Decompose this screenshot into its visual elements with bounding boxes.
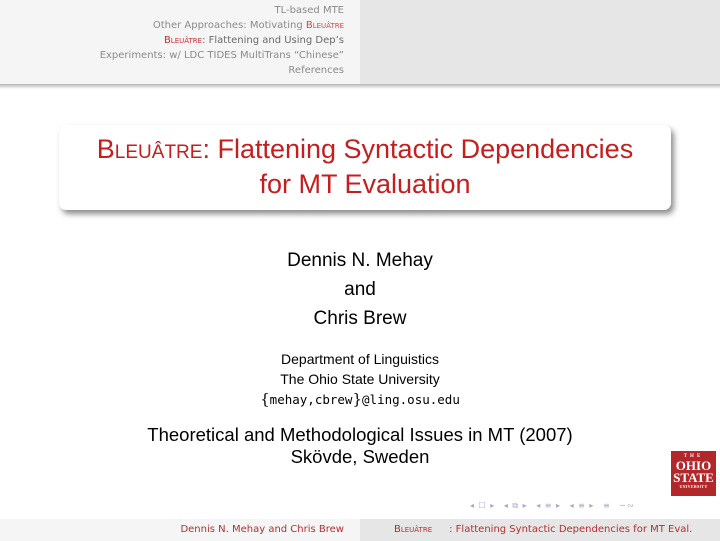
author-name: Dennis N. Mehay — [287, 250, 433, 271]
nav-item-experiments[interactable]: Experiments: w/ LDC TIDES MultiTrans “Chinese” — [99, 50, 344, 61]
logo-state: STATE — [673, 470, 714, 485]
nav-item-bleuatre-name: Bleuâtre — [305, 20, 344, 31]
department: Department of Linguistics — [281, 351, 439, 367]
university: The Ohio State University — [280, 371, 440, 387]
email-brace-close: } — [352, 390, 363, 408]
institute-block — [0, 349, 720, 410]
email-address[interactable] — [0, 389, 720, 410]
header-section-left — [0, 0, 360, 84]
footer-bar — [0, 519, 720, 541]
conference-location: Skövde, Sweden — [290, 446, 430, 467]
footer-authors-section — [0, 519, 360, 541]
venue-block — [0, 424, 720, 468]
nav-item-text: : Flattening and Using Dep’s — [202, 35, 344, 46]
footer-authors: Dennis N. Mehay and Chris Brew — [180, 524, 344, 535]
logo-the: THE — [683, 454, 704, 459]
logo-university: UNIVERSITY — [679, 484, 708, 489]
nav-document-icon[interactable]: ◂ ≡ ▸ — [569, 501, 595, 510]
footer-title-section — [360, 519, 720, 541]
nav-item-text: Other Approaches: Motivating — [152, 20, 306, 31]
nav-item-other-approaches[interactable] — [100, 18, 344, 33]
conference-name: Theoretical and Methodological Issues in MT (2007) — [147, 424, 573, 445]
title-bleuatre: Bleuâtre — [96, 134, 203, 164]
author-name: Chris Brew — [313, 308, 407, 329]
beamer-navigation-symbols — [470, 501, 640, 513]
nav-frame-back-icon[interactable]: ◂ ☐ ▸ — [470, 501, 496, 510]
nav-search-icon[interactable]: ∽∾ — [619, 501, 635, 510]
nav-item-bleuatre-name: Bleuâtre — [163, 35, 203, 46]
email-brace-open: { — [260, 390, 270, 408]
email-domain: @ling.osu.edu — [362, 392, 460, 407]
email-users: mehay,cbrew — [269, 392, 353, 407]
footer-title-bleuatre: Bleuâtre — [394, 524, 433, 535]
nav-item-tl-based-mte[interactable]: TL-based MTE — [274, 5, 344, 16]
nav-subsection-icon[interactable]: ◂ ⧉ ▸ — [503, 501, 528, 510]
header-navigation — [0, 0, 720, 84]
title-box — [59, 125, 671, 210]
title-line1-rest: : Flattening Syntactic Dependencies — [202, 134, 634, 164]
nav-item-references[interactable]: References — [288, 65, 344, 76]
nav-item-bleuatre-flattening[interactable] — [100, 33, 344, 48]
section-nav-list — [100, 3, 344, 78]
header-section-right — [360, 0, 720, 84]
logo-ohio: OHIO — [675, 458, 712, 473]
ohio-state-logo — [671, 451, 716, 496]
footer-title-rest: : Flattening Syntactic Dependencies for MT Eval. — [449, 524, 693, 535]
author-conjunction: and — [344, 279, 376, 300]
header-shadow — [0, 84, 720, 89]
slide-title — [59, 132, 671, 202]
title-line2: for MT Evaluation — [259, 169, 471, 199]
nav-appendix-icon[interactable]: ≡ — [602, 501, 611, 510]
footer-title — [360, 524, 692, 535]
nav-section-icon[interactable]: ◂ ≡ ▸ — [536, 501, 562, 510]
authors-block — [0, 246, 720, 333]
